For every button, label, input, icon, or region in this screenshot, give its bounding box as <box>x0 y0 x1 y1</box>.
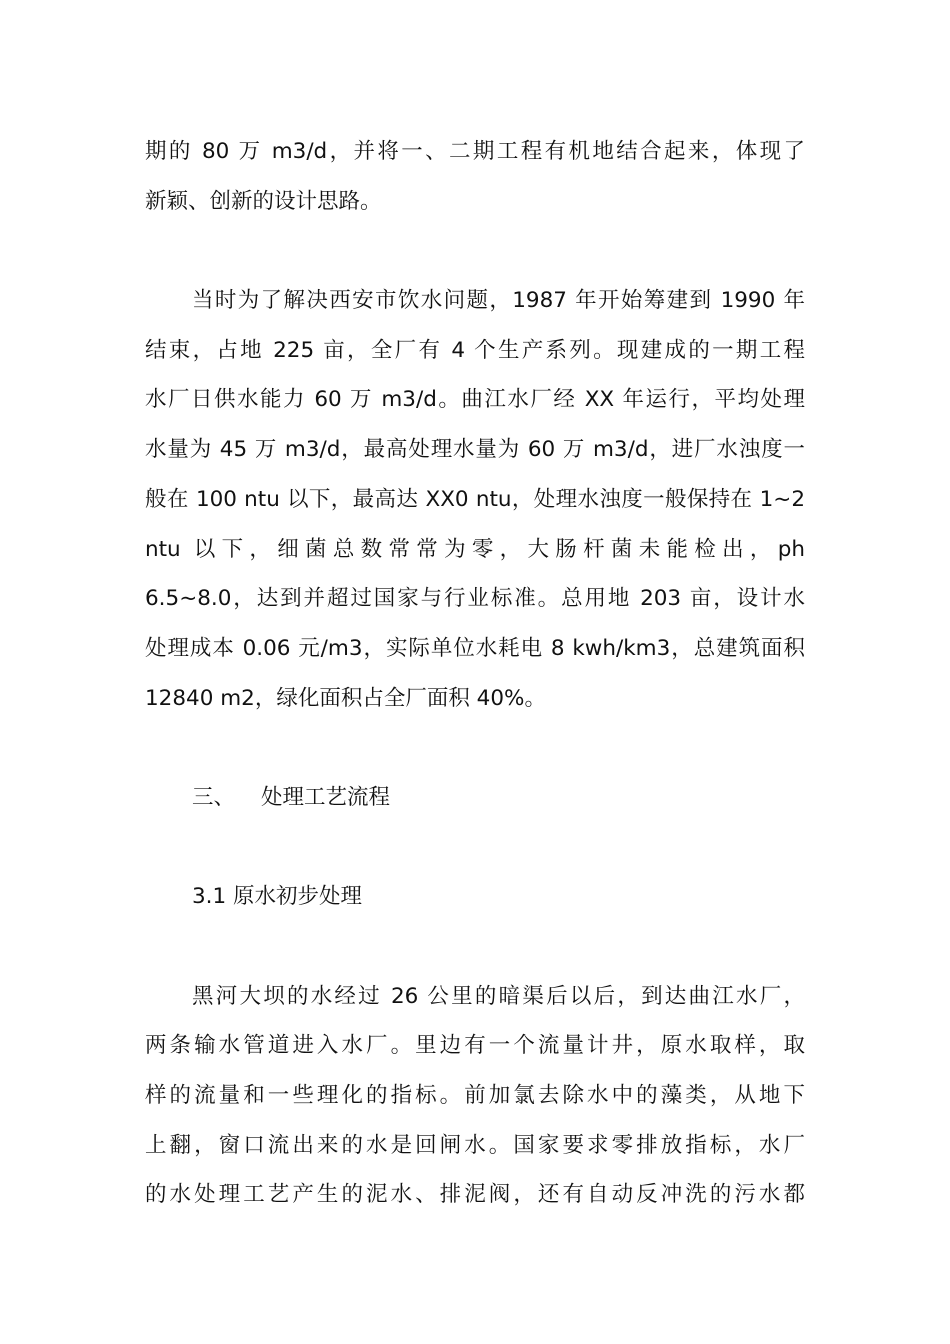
paragraph-3-line-1: 黑河大坝的水经过 26 公里的暗渠后以后，到达曲江水厂， <box>192 984 805 1009</box>
paragraph-2-line-9: 12840 m2，绿化面积占全厂面积 40%。 <box>145 686 546 711</box>
paragraph-2-line-3: 水厂日供水能力 60 万 m3/d。曲江水厂经 XX 年运行，平均处理 <box>145 387 805 412</box>
paragraph-2-line-2: 结束，占地 225 亩，全厂有 4 个生产系列。现建成的一期工程 <box>145 338 805 363</box>
paragraph-2-line-4: 水量为 45 万 m3/d，最高处理水量为 60 万 m3/d，进厂水浊度一 <box>145 437 805 462</box>
subsection-heading: 3.1 原水初步处理 <box>192 884 363 909</box>
paragraph-3-line-3: 样的流量和一些理化的指标。前加氯去除水中的藻类，从地下 <box>145 1083 805 1108</box>
paragraph-3-line-5: 的水处理工艺产生的泥水、排泥阀，还有自动反冲洗的污水都 <box>145 1182 805 1207</box>
paragraph-2-line-1: 当时为了解决西安市饮水问题，1987 年开始筹建到 1990 年 <box>192 288 805 313</box>
paragraph-2-line-8: 处理成本 0.06 元/m3，实际单位水耗电 8 kwh/km3，总建筑面积 <box>145 636 805 661</box>
paragraph-1-line-2: 新颖、创新的设计思路。 <box>145 189 382 214</box>
paragraph-2-line-6: ntu 以下，细菌总数常常为零，大肠杆菌未能检出，ph <box>145 537 805 562</box>
paragraph-3-line-4: 上翻，窗口流出来的水是回闸水。国家要求零排放指标，水厂 <box>145 1133 805 1158</box>
section-heading-number: 三、 <box>192 785 236 810</box>
paragraph-3-line-2: 两条输水管道进入水厂。里边有一个流量计井，原水取样，取 <box>145 1033 805 1058</box>
section-heading <box>192 783 390 813</box>
paragraph-2-line-7: 6.5~8.0，达到并超过国家与行业标准。总用地 203 亩，设计水 <box>145 586 805 611</box>
section-heading-title: 处理工艺流程 <box>261 785 391 810</box>
paragraph-2-line-5: 般在 100 ntu 以下，最高达 XX0 ntu，处理水浊度一般保持在 1~2 <box>145 487 805 512</box>
paragraph-1-line-1: 期的 80 万 m3/d，并将一、二期工程有机地结合起来，体现了 <box>145 139 805 164</box>
